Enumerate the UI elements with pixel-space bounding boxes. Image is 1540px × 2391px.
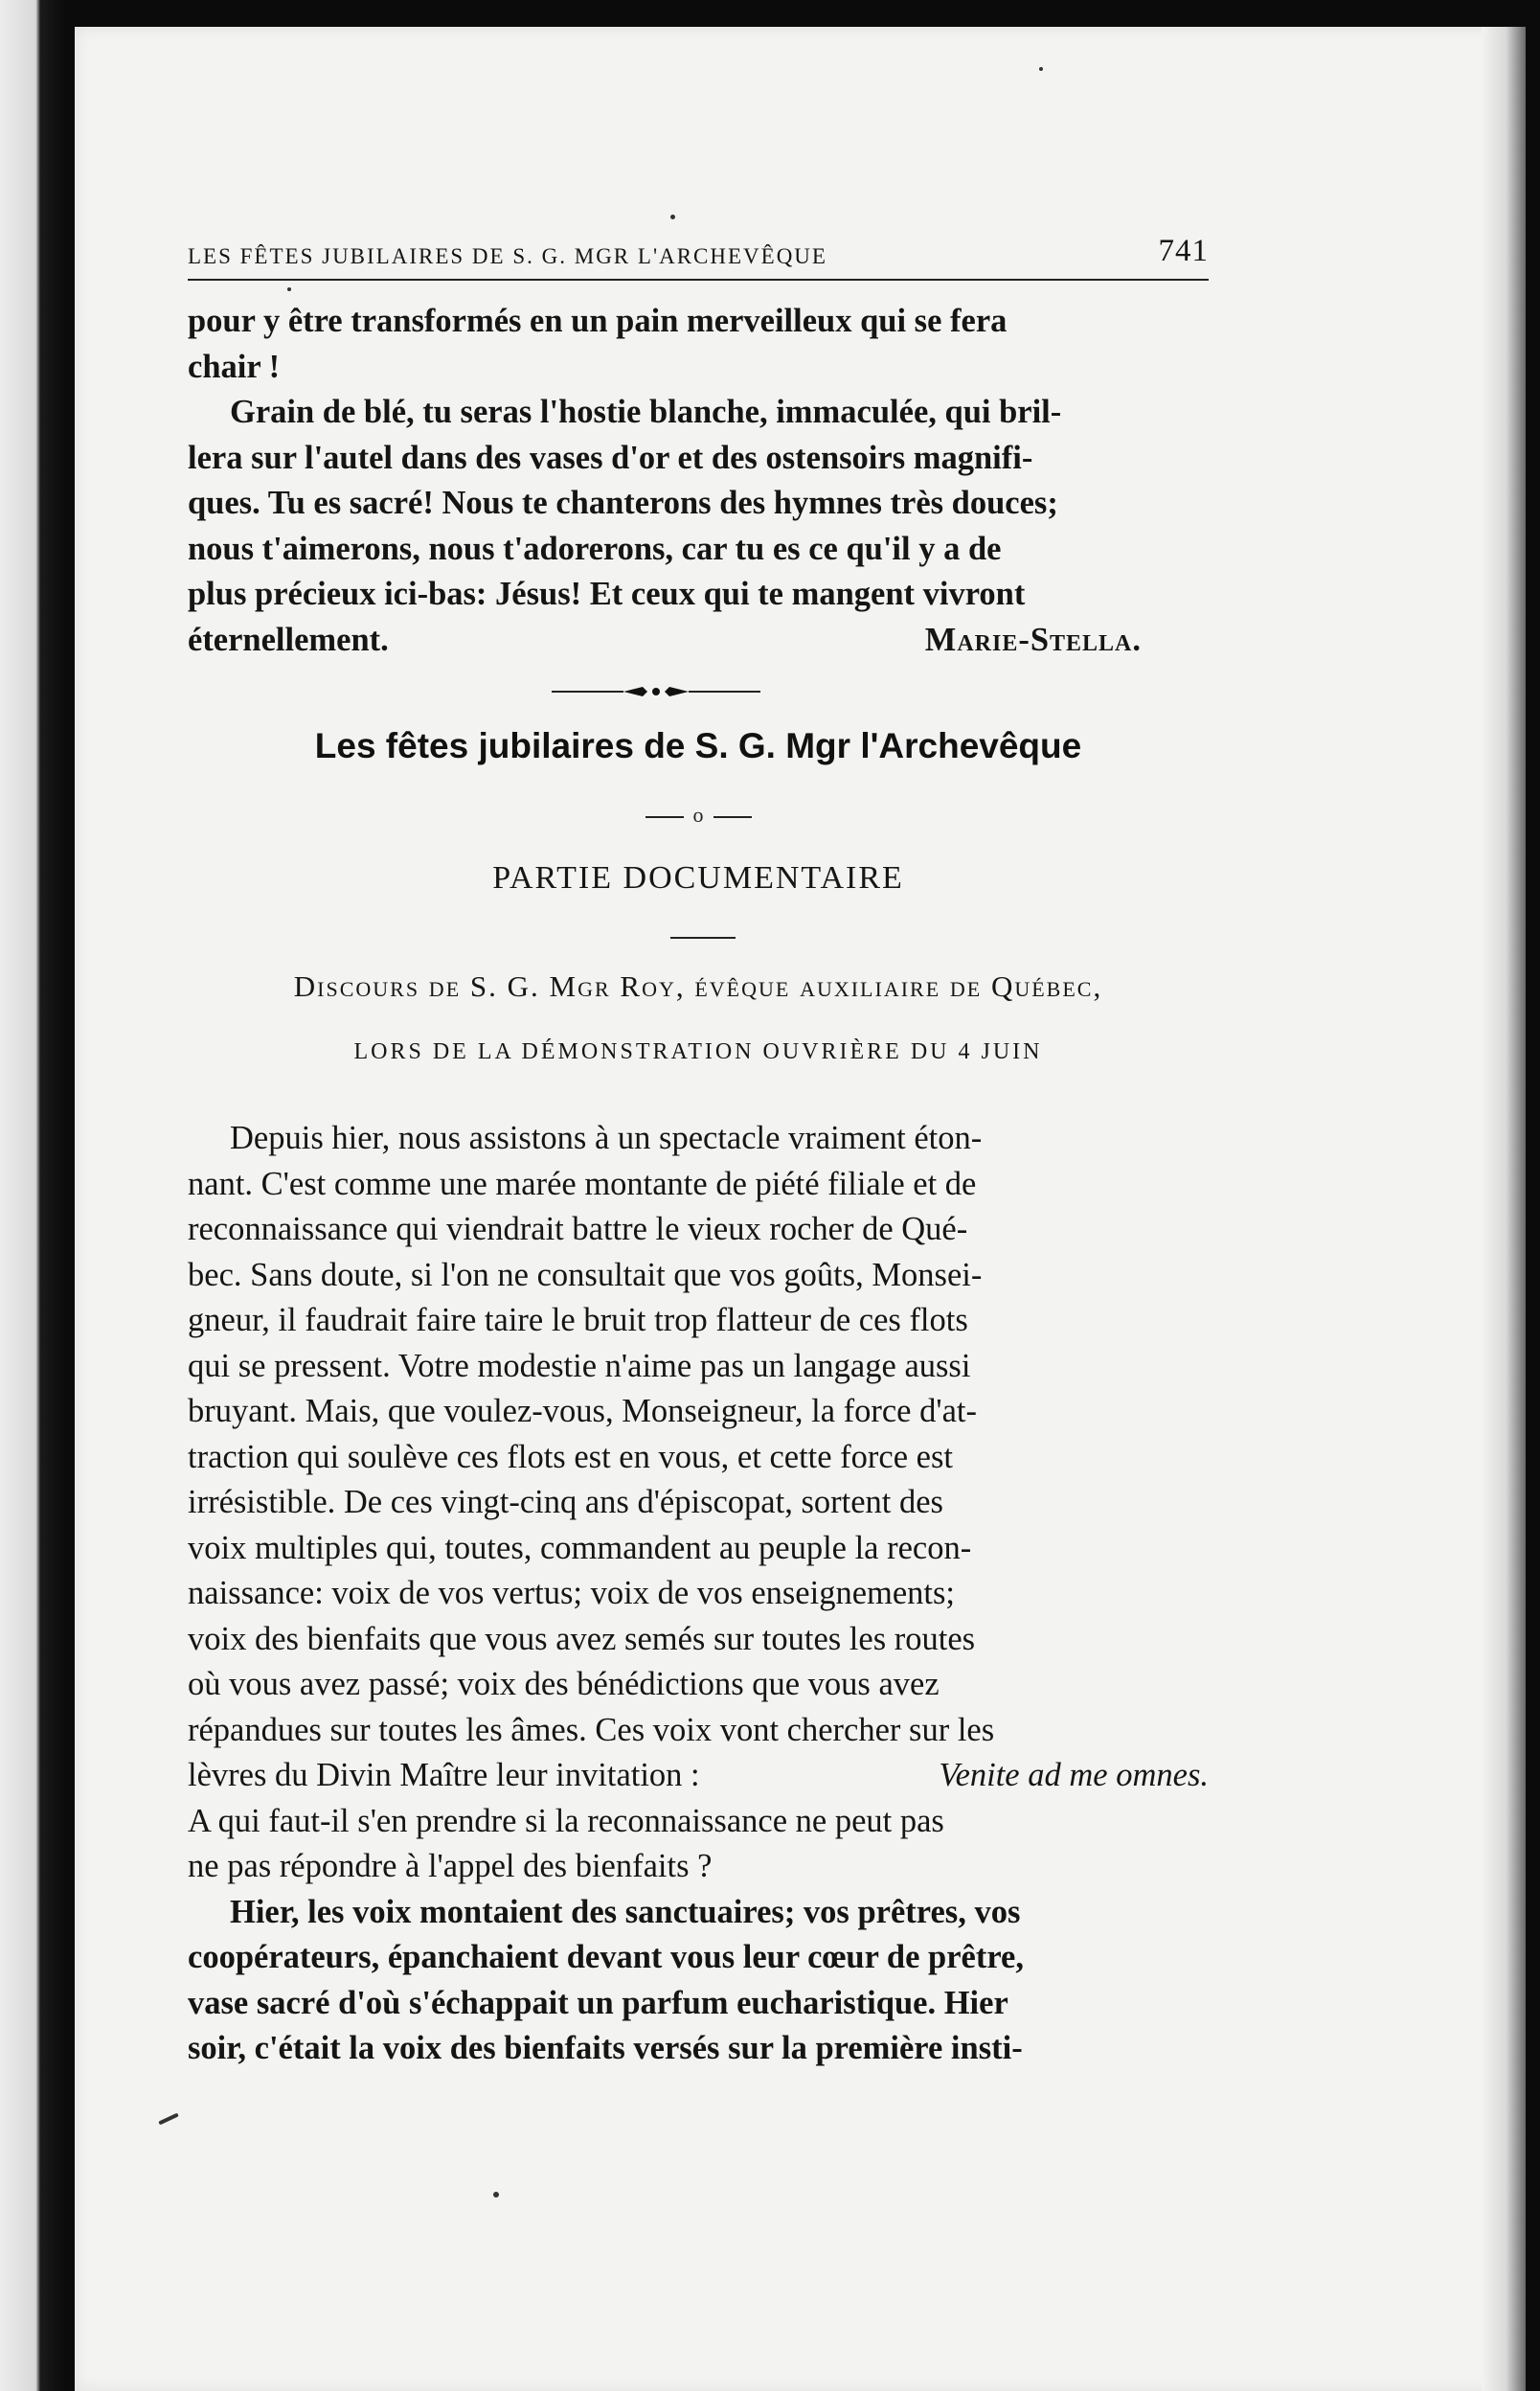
body-line: où vous avez passé; voix des bénédictions que vous avez: [188, 1666, 940, 1702]
body-line: qui se pressent. Votre modestie n'aime pas un langage aussi: [188, 1347, 971, 1384]
poem-end: éternellement.: [188, 621, 389, 658]
part-heading: PARTIE DOCUMENTAIRE: [492, 860, 904, 896]
scan-speck: [1039, 67, 1043, 71]
body-line: bec. Sans doute, si l'on ne consultait que vos goûts, Monsei-: [188, 1256, 983, 1293]
body-line: vase sacré d'où s'échappait un parfum eucharistique. Hier: [188, 1984, 1008, 2021]
body-line: Hier, les voix montaient des sanctuaires; vos prêtres, vos: [230, 1893, 1021, 1930]
running-title: LES FÊTES JUBILAIRES DE S. G. MGR L'ARCHEVÊQUE: [188, 244, 827, 268]
separator-rule: [713, 816, 752, 818]
poem-line: nous t'aimerons, nous t'adorerons, car tu es ce qu'il y a de: [188, 530, 1002, 567]
body-line: répandues sur toutes les âmes. Ces voix vont chercher sur les: [188, 1711, 995, 1748]
poem-line: chair !: [188, 348, 281, 385]
body-line: coopérateurs, épanchaient devant vous leur cœur de prêtre,: [188, 1939, 1024, 1975]
scan-speck: [493, 2192, 499, 2197]
scan-speck: [670, 215, 675, 219]
poem-line: ques. Tu es sacré! Nous te chanterons des hymnes très douces;: [188, 485, 1058, 521]
poem-line: plus précieux ici-bas: Jésus! Et ceux qui te mangent vivront: [188, 576, 1026, 612]
poem-line: Grain de blé, tu seras l'hostie blanche, immaculée, qui bril-: [230, 394, 1062, 430]
running-head: [188, 216, 1209, 281]
body-line: ne pas répondre à l'appel des bienfaits ?: [188, 1848, 713, 1884]
body-line: gneur, il faudrait faire taire le bruit trop flatteur de ces flots: [188, 1302, 968, 1338]
body-line: soir, c'était la voix des bienfaits versés sur la première insti-: [188, 2030, 1023, 2066]
small-separator: [188, 803, 1209, 828]
ornament-divider: [552, 682, 760, 701]
body-line-text: lèvres du Divin Maître leur invitation :: [188, 1757, 700, 1793]
scan-speck: [287, 287, 291, 291]
poem-signature: Marie-Stella.: [924, 621, 1142, 658]
body-line: traction qui soulève ces flots est en vous, et cette force est: [188, 1438, 953, 1475]
body-line: voix des bienfaits que vous avez semés sur toutes les routes: [188, 1620, 976, 1657]
poem-block: [188, 299, 1209, 663]
body-line: naissance: voix de vos vertus; voix de vos enseignements;: [188, 1575, 956, 1611]
body-line: [188, 1753, 1209, 1799]
speech-subtitle: LORS DE LA DÉMONSTRATION OUVRIÈRE DU 4 JUIN: [353, 1039, 1043, 1064]
body-line: reconnaissance qui viendrait battre le vieux rocher de Qué-: [188, 1211, 968, 1247]
body-line: voix multiples qui, toutes, commandent au peuple la recon-: [188, 1529, 972, 1566]
short-rule: [670, 937, 736, 939]
body-line: irrésistible. De ces vingt-cinq ans d'épiscopat, sortent des: [188, 1484, 943, 1520]
body-text: [188, 1116, 1209, 2072]
separator-rule: [645, 816, 684, 818]
article-title: Les fêtes jubilaires de S. G. Mgr l'Archevêque: [314, 726, 1082, 765]
body-line: nant. C'est comme une marée montante de piété filiale et de: [188, 1165, 977, 1202]
separator-mark: o: [692, 803, 704, 827]
poem-line: pour y être transformés en un pain merveilleux qui se fera: [188, 303, 1008, 339]
adjacent-page-edge: [0, 0, 65, 2391]
body-line: Depuis hier, nous assistons à un spectacle vraiment éton-: [230, 1120, 983, 1156]
poem-line: lera sur l'autel dans des vases d'or et des ostensoirs magnifi-: [188, 439, 1033, 476]
page-edge-shadow: [1482, 27, 1526, 2391]
body-line: A qui faut-il s'en prendre si la reconnaissance ne peut pas: [188, 1802, 944, 1839]
latin-quote: Venite ad me omnes.: [939, 1757, 1209, 1793]
poem-last-line: [188, 618, 1209, 664]
page-number: 741: [1158, 234, 1209, 268]
body-line: bruyant. Mais, que voulez-vous, Monseigneur, la force d'at-: [188, 1393, 977, 1429]
speech-title: Discours de S. G. Mgr Roy, évêque auxiliaire de Québec,: [293, 969, 1103, 1003]
